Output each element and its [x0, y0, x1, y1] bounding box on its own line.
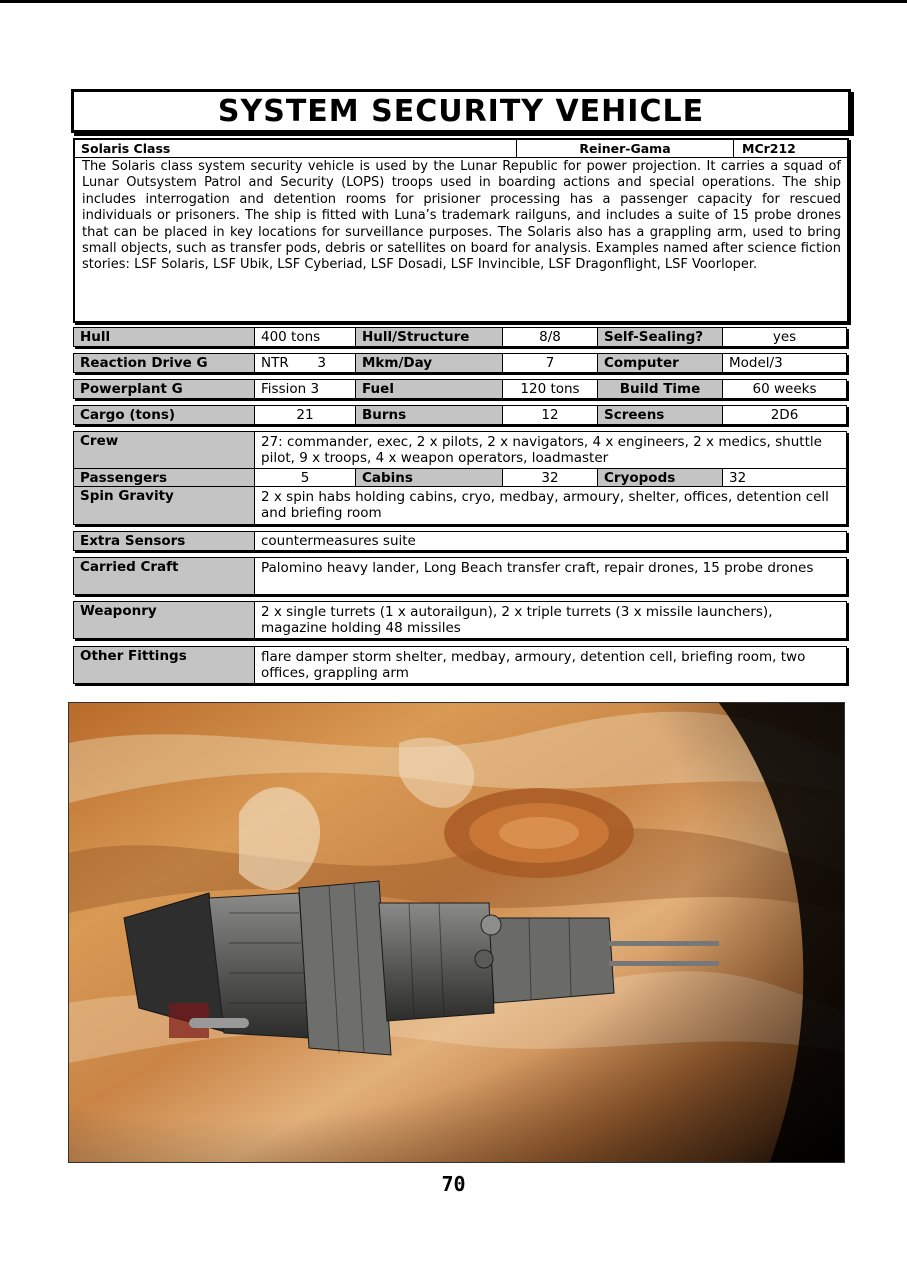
crew-value: 27: commander, exec, 2 x pilots, 2 x navigators, 4 x engineers, 2 x medics, shuttle pilot, 9 x troops, 4 x weapon operators, loadmaster	[254, 432, 846, 469]
cryopods-value: 32	[722, 469, 846, 487]
other-fittings-value: flare damper storm shelter, medbay, armoury, detention cell, briefing room, two offices, grappling arm	[254, 647, 846, 683]
stats-row-weaponry	[73, 601, 847, 639]
description-text: The Solaris class system security vehicle is used by the Lunar Republic for power projection. It carries a squad of Lunar Outsystem Patrol and Security (LOPS) troops used in boarding actions and special operations. The ship includes interrogation and detention rooms for prisioner processing has a passenger capacity for rescued individuals or prisoners. The ship is fitted with Luna’s trademark railguns, and includes a suite of 15 probe drones that can be placed in key locations for surveillance purposes. The Solaris also has a grappling arm, used to bring small objects, such as transfer pods, debris or satellites on board for analysis. Examples named after science fiction stories: LSF Solaris, LSF Ubik, LSF Cyberiad, LSF Dosadi, LSF Invincible, LSF Dragonflight, LSF Voorloper.	[82, 159, 841, 273]
page-title: SYSTEM SECURITY VEHICLE	[217, 93, 705, 129]
manufacturer: Reiner-Gama	[516, 140, 733, 157]
stats-row-extra-sensors	[73, 531, 847, 551]
screens-label: Screens	[597, 406, 722, 424]
fuel-label: Fuel	[355, 380, 502, 398]
hull-structure-label: Hull/Structure	[355, 328, 502, 346]
passengers-label: Passengers	[74, 469, 254, 487]
self-sealing-label: Self-Sealing?	[597, 328, 722, 346]
spin-gravity-value: 2 x spin habs holding cabins, cryo, medbay, armoury, shelter, offices, detention cell and briefing room	[254, 487, 846, 524]
weaponry-value: 2 x single turrets (1 x autorailgun), 2 x triple turrets (3 x missile launchers), magazine holding 48 missiles	[254, 602, 846, 638]
title-box	[71, 89, 851, 133]
fuel-value: 120 tons	[502, 380, 597, 398]
crew-label: Crew	[74, 432, 254, 469]
page-number: 70	[441, 1172, 466, 1196]
self-sealing-value: yes	[722, 328, 846, 346]
burns-label: Burns	[355, 406, 502, 424]
reaction-drive-g: 3	[317, 355, 326, 371]
computer-label: Computer	[597, 354, 722, 372]
mkm-value: 7	[502, 354, 597, 372]
reaction-drive-type: NTR	[261, 355, 289, 371]
computer-value: Model/3	[722, 354, 846, 372]
description-box	[73, 138, 849, 323]
extra-sensors-value: countermeasures suite	[254, 532, 846, 550]
hull-label: Hull	[74, 328, 254, 346]
top-border	[0, 0, 907, 3]
hull-value: 400 tons	[254, 328, 355, 346]
cargo-label: Cargo (tons)	[74, 406, 254, 424]
cabins-value: 32	[502, 469, 597, 487]
carried-craft-value: Palomino heavy lander, Long Beach transfer craft, repair drones, 15 probe drones	[254, 558, 846, 594]
passengers-value: 5	[254, 469, 355, 487]
stats-row-drive	[73, 353, 847, 373]
stats-row-cargo	[73, 405, 847, 425]
class-header-row	[75, 140, 847, 158]
screens-value: 2D6	[722, 406, 846, 424]
build-time-label: Build Time	[597, 380, 722, 398]
jupiter-ship-image	[69, 703, 845, 1163]
cost: MCr212	[733, 140, 847, 157]
reaction-drive-label: Reaction Drive G	[74, 354, 254, 372]
stats-row-powerplant	[73, 379, 847, 399]
powerplant-label: Powerplant G	[74, 380, 254, 398]
spin-gravity-label: Spin Gravity	[74, 487, 254, 524]
build-time-value: 60 weeks	[722, 380, 846, 398]
other-fittings-label: Other Fittings	[74, 647, 254, 683]
hull-structure-value: 8/8	[502, 328, 597, 346]
stats-row-other-fittings	[73, 646, 847, 684]
reaction-drive-value	[254, 354, 355, 372]
stats-row-carried-craft	[73, 557, 847, 595]
weaponry-label: Weaponry	[74, 602, 254, 638]
cargo-value: 21	[254, 406, 355, 424]
powerplant-value: Fission 3	[254, 380, 355, 398]
cabins-label: Cabins	[355, 469, 502, 487]
cryopods-label: Cryopods	[597, 469, 722, 487]
mkm-label: Mkm/Day	[355, 354, 502, 372]
stats-row-hull	[73, 327, 847, 347]
crew-block	[73, 431, 847, 525]
burns-value: 12	[502, 406, 597, 424]
carried-craft-label: Carried Craft	[74, 558, 254, 594]
ship-illustration	[68, 702, 845, 1163]
extra-sensors-label: Extra Sensors	[74, 532, 254, 550]
class-name: Solaris Class	[81, 141, 171, 156]
